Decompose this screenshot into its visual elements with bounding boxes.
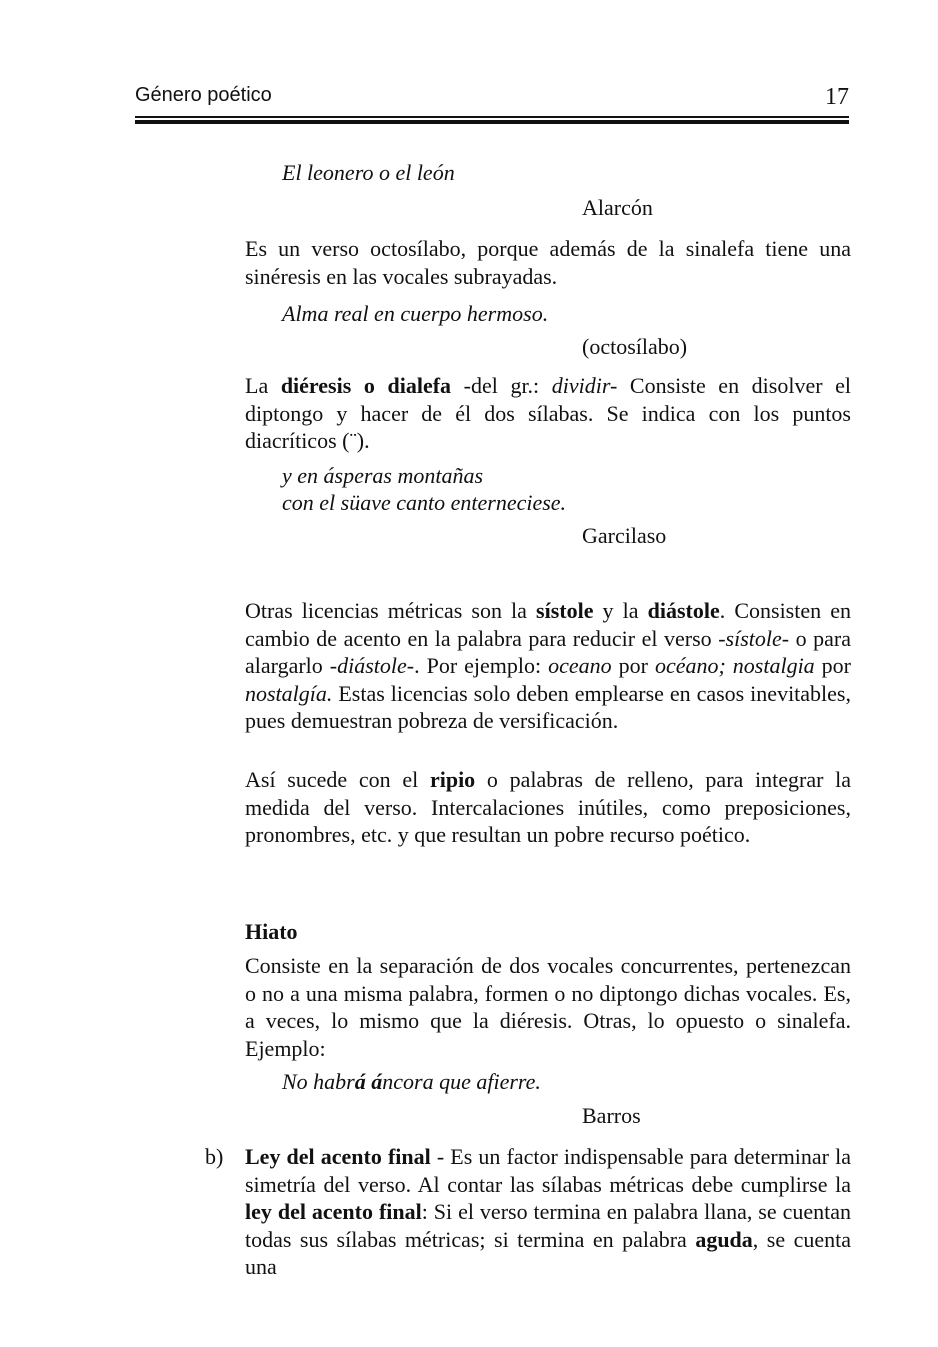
paragraph-hiato: Consiste en la separación de dos vocales concurrentes, pertenezcan o no a una misma palabra, formen o no diptongo dichas vocales. Es, a veces, lo mismo que la diéresis. Otras, lo opuesto o sinalefa. Ejemplo: bbox=[245, 953, 851, 1061]
list-label: b) bbox=[205, 1144, 224, 1169]
running-head: Género poético bbox=[135, 84, 272, 106]
section-heading-hiato: Hiato bbox=[245, 919, 298, 944]
verse-author: Garcilaso bbox=[582, 523, 667, 548]
paragraph-octosilabo: Es un verso octosílabo, porque además de la sinalefa tiene una sinéresis en las vocales subrayadas. bbox=[245, 236, 851, 289]
paragraph-licencias: Otras licencias métricas son la sístole y la diástole. Consisten en cambio de acento en la palabra para reducir el verso -sístole- o para alargarlo -diástole-. Por ejemplo: oceano por océano; nostalgia por nostalgía. Estas licencias solo deben emplearse en casos inevitables, pues demuestran pobreza de versificación. bbox=[245, 598, 851, 733]
diacritic-glyph: ¨ bbox=[349, 428, 357, 453]
verse-title: El leonero o el león bbox=[282, 160, 455, 185]
page-number: 17 bbox=[825, 84, 849, 110]
paragraph-dieresis: La diéresis o dialefa -del gr.: dividir- Consiste en disolver el diptongo y hacer de él dos sílabas. Se indica con los puntos diacríticos (¨). bbox=[245, 373, 852, 453]
verse-author: Barros bbox=[582, 1103, 641, 1128]
header-rule-thick bbox=[135, 120, 849, 124]
verse-line: y en ásperas montañas bbox=[282, 463, 484, 488]
paragraph-ripio: Así sucede con el ripio o palabras de relleno, para integrar la medida del verso. Intercalaciones inútiles, como preposiciones, pronombres, etc. y que resultan un pobre recurso poético. bbox=[245, 767, 852, 847]
term-dieresis: diéresis o dialefa bbox=[280, 373, 452, 398]
verse-note: (octosílabo) bbox=[582, 334, 688, 359]
page-header bbox=[135, 84, 849, 114]
verse-line: con el süave canto enterneciese. bbox=[282, 490, 567, 515]
verse-example: No habrá áncora que afierre. bbox=[282, 1069, 541, 1094]
header-rule-thin bbox=[135, 116, 849, 118]
verse-example: Alma real en cuerpo hermoso. bbox=[282, 301, 549, 326]
verse-author: Alarcón bbox=[582, 195, 653, 220]
list-item-acento-final: Ley del acento final - Es un factor indispensable para determinar la simetría del verso. Al contar las sílabas métricas debe cumplirse la ley del acento final: Si el verso termina en palabra llana, se cuentan todas sus sílabas métricas; si termina en palabra aguda, se cuenta una bbox=[245, 1144, 851, 1279]
